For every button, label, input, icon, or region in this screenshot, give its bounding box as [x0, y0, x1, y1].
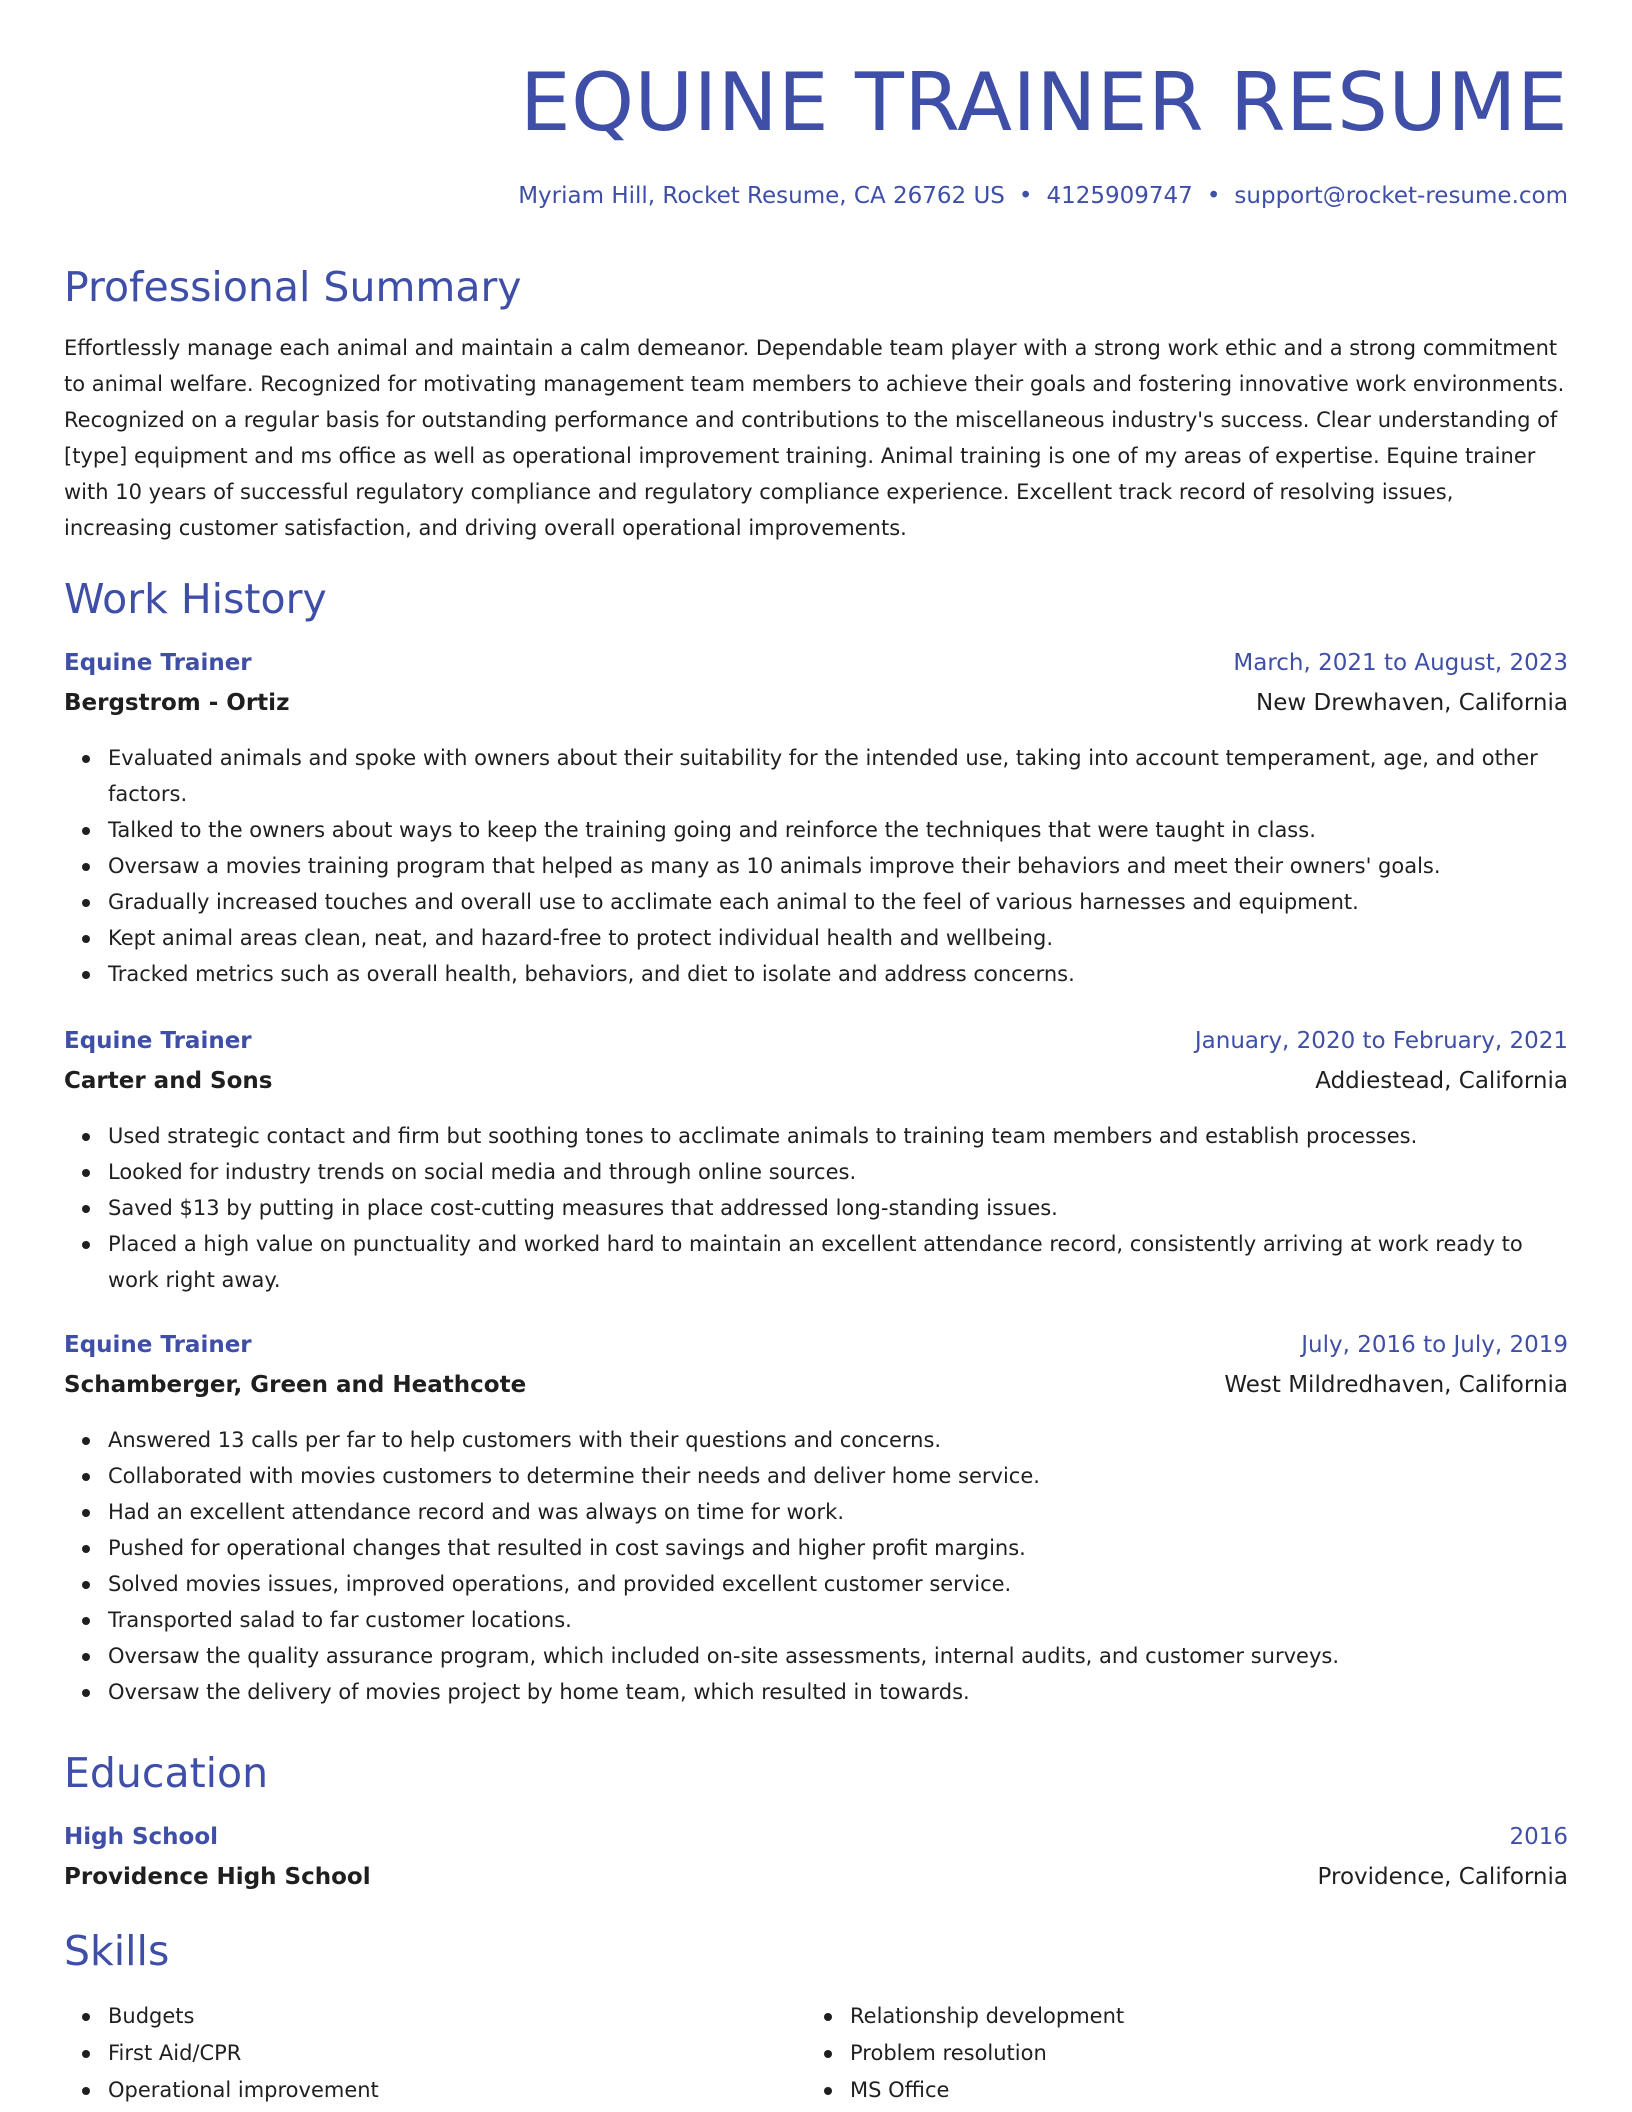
job-employer: Schamberger, Green and Heathcote	[64, 1372, 527, 1398]
contact-phone: 4125909747	[1046, 183, 1193, 209]
contact-email: support@rocket-resume.com	[1234, 183, 1568, 209]
job-location: Addiestead, California	[1315, 1068, 1568, 1094]
education-heading: Education	[64, 1749, 269, 1797]
list-item: Looked for industry trends on social media and through online sources.	[108, 1154, 1568, 1190]
list-item: Placed a high value on punctuality and worked hard to maintain an excellent attendance record, consistently arriving at work ready to work right away.	[108, 1226, 1568, 1298]
contact-separator: •	[1206, 183, 1221, 209]
job-bullets	[108, 1118, 1568, 1298]
job-employer: Bergstrom - Ortiz	[64, 690, 290, 716]
contact-line	[518, 180, 1568, 212]
skill-item: Operational improvement	[108, 2072, 379, 2109]
job-header	[64, 646, 1568, 680]
list-item: Talked to the owners about ways to keep the training going and reinforce the techniques that were taught in class.	[108, 812, 1568, 848]
list-item: Evaluated animals and spoke with owners about their suitability for the intended use, taking into account temperament, age, and other factors.	[108, 740, 1568, 812]
job-location: West Mildredhaven, California	[1224, 1372, 1568, 1398]
list-item: Collaborated with movies customers to determine their needs and deliver home service.	[108, 1458, 1568, 1494]
skill-item: Budgets	[108, 1998, 379, 2035]
resume-page	[64, 0, 1568, 2112]
list-item: Oversaw a movies training program that helped as many as 10 animals improve their behaviors and meet their owners' goals.	[108, 848, 1568, 884]
list-item: Used strategic contact and firm but soothing tones to acclimate animals to training team members and establish processes.	[108, 1118, 1568, 1154]
job-title: Equine Trainer	[64, 1332, 252, 1358]
job-location: New Drewhaven, California	[1256, 690, 1568, 716]
list-item: Gradually increased touches and overall use to acclimate each animal to the feel of various harnesses and equipment.	[108, 884, 1568, 920]
job-bullets	[108, 1422, 1568, 1710]
list-item: Answered 13 calls per far to help customers with their questions and concerns.	[108, 1422, 1568, 1458]
list-item: Transported salad to far customer locations.	[108, 1602, 1568, 1638]
list-item: Saved $13 by putting in place cost-cutting measures that addressed long-standing issues.	[108, 1190, 1568, 1226]
job-title: Equine Trainer	[64, 1028, 252, 1054]
job-header	[64, 1024, 1568, 1058]
job-header	[64, 1328, 1568, 1362]
job-dates: March, 2021 to August, 2023	[1233, 650, 1568, 676]
job-dates: January, 2020 to February, 2021	[1194, 1028, 1568, 1054]
job-employer: Carter and Sons	[64, 1068, 273, 1094]
education-degree: High School	[64, 1824, 219, 1850]
education-location: Providence, California	[1317, 1864, 1568, 1890]
skill-item: Problem resolution	[850, 2035, 1124, 2072]
skill-item: Relationship development	[850, 1998, 1124, 2035]
skills-list-right	[850, 1998, 1124, 2109]
list-item: Oversaw the quality assurance program, which included on-site assessments, internal audits, and customer surveys.	[108, 1638, 1568, 1674]
summary-text: Effortlessly manage each animal and maintain a calm demeanor. Dependable team player with a strong work ethic and a strong commitment to animal welfare. Recognized for motivating management team members to achieve their goals and fostering innovative work environments. Recognized on a regular basis for outstanding performance and contributions to the miscellaneous industry's success. Clear understanding of [type] equipment and ms office as well as operational improvement training. Animal training is one of my areas of expertise. Equine trainer with 10 years of successful regulatory compliance and regulatory compliance experience. Excellent track record of resolving issues, increasing customer satisfaction, and driving overall operational improvements.	[64, 336, 1565, 540]
list-item: Kept animal areas clean, neat, and hazard-free to protect individual health and wellbeing.	[108, 920, 1568, 956]
education-year: 2016	[1509, 1824, 1568, 1850]
skills-heading: Skills	[64, 1927, 170, 1975]
education-school: Providence High School	[64, 1864, 371, 1890]
contact-separator: •	[1018, 183, 1033, 209]
skills-list-left	[108, 1998, 379, 2109]
job-title: Equine Trainer	[64, 650, 252, 676]
job-employer-row	[64, 686, 1568, 720]
job-dates: July, 2016 to July, 2019	[1301, 1332, 1568, 1358]
list-item: Solved movies issues, improved operations, and provided excellent customer service.	[108, 1566, 1568, 1602]
education-header	[64, 1820, 1568, 1854]
contact-address: Myriam Hill, Rocket Resume, CA 26762 US	[518, 183, 1005, 209]
education-school-row	[64, 1860, 1568, 1894]
job-bullets	[108, 740, 1568, 992]
skill-item: First Aid/CPR	[108, 2035, 379, 2072]
list-item: Pushed for operational changes that resulted in cost savings and higher profit margins.	[108, 1530, 1568, 1566]
list-item: Tracked metrics such as overall health, behaviors, and diet to isolate and address concerns.	[108, 956, 1568, 992]
work-history-heading: Work History	[64, 575, 327, 623]
skill-item: MS Office	[850, 2072, 1124, 2109]
resume-title: EQUINE TRAINER RESUME	[520, 56, 1568, 149]
job-employer-row	[64, 1368, 1568, 1402]
list-item: Had an excellent attendance record and was always on time for work.	[108, 1494, 1568, 1530]
list-item: Oversaw the delivery of movies project by home team, which resulted in towards.	[108, 1674, 1568, 1710]
summary-heading: Professional Summary	[64, 263, 522, 311]
job-employer-row	[64, 1064, 1568, 1098]
